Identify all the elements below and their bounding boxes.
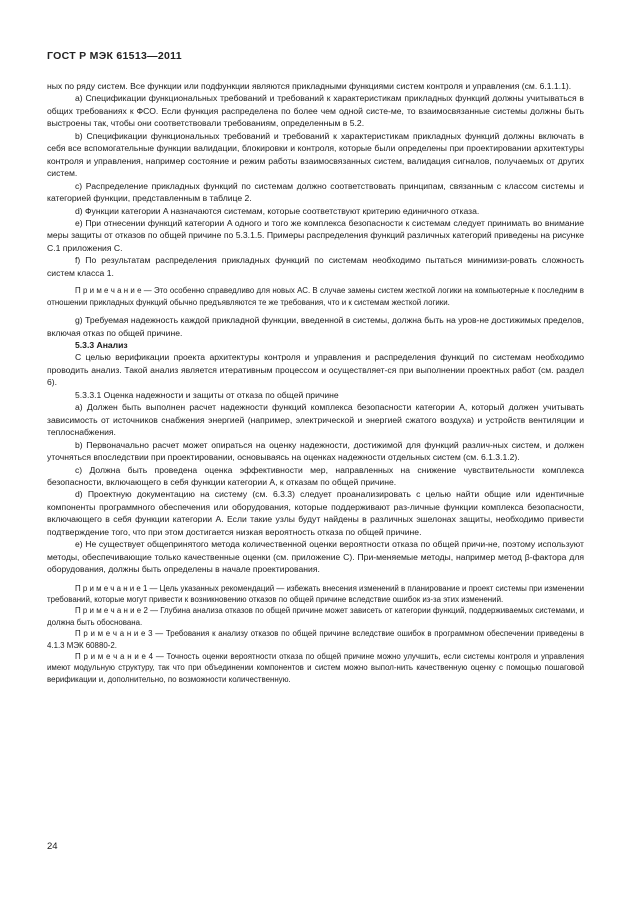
note	[47, 583, 584, 606]
paragraph-item-c: c) Должна быть проведена оценка эффективности мер, направленных на снижение чувствительности комплекса безопасности, включающего в себя функции категории A, к отказам по общей причине.	[47, 464, 584, 487]
paragraph-item-d: d) Функции категории A назначаются системам, которые соответствуют критерию единичного отказа.	[75, 205, 480, 216]
paragraph-item-b: b) Первоначально расчет может опираться на оценку надежности, достижимой для функций различ-ных систем, и должен уточняться впоследствии при проектировании, основываясь на оценках надежности отдельных систем (см. 6.1.3.1.2).	[47, 439, 584, 463]
note-text: 3 — Требования к анализу отказов по общей причине вследствие ошибок в программном обеспечении приведены в 4.1.3 МЭК 60880-2.	[47, 629, 584, 650]
note	[47, 628, 584, 651]
paragraph-item-a: a) Должен быть выполнен расчет надежности функций комплекса безопасности категории A, который должен учитывать зависимость от источников снабжения энергией (например, электрической и энергией сжатого воздуха) и устройств вентиляции и теплоснабжения.	[47, 402, 584, 438]
note-label: П р и м е ч а н и е	[75, 606, 142, 616]
note-label: П р и м е ч а н и е	[75, 629, 146, 639]
paragraph: ных по ряду систем. Все функции или подфункции являются прикладными функциями систем контроля и управления (см. 6.1.1.1).	[47, 81, 572, 91]
note	[47, 285, 584, 308]
note-text: 1 — Цель указанных рекомендаций — избежать внесения изменений в планирование и проект системы при изменении требований, которые могут привести к возникновению отказов по общей причине вследствие ошибок из-за этих изменений.	[47, 583, 584, 604]
document-header: ГОСТ Р МЭК 61513—2011	[47, 50, 182, 62]
document-body	[47, 80, 584, 685]
note	[47, 651, 584, 685]
note-label: П р и м е ч а н и е	[75, 583, 141, 593]
note-text: — Это особенно справедливо для новых АС. В случае замены систем жесткой логики на компьютерные к последним в отношении прикладных функций обычно предъявляются те же требования, что и к системам жесткой логики.	[47, 286, 584, 307]
page-number: 24	[47, 841, 58, 852]
paragraph-item-e: e) Не существует общепринятого метода количественной оценки вероятности отказа по общей причи-не, поэтому используют методы, обеспечивающие только качественные оценки (см. приложение C). При-меняемые методы, например метод β-фактора для оборудования, должны быть определены в начале проектирования.	[47, 539, 584, 575]
paragraph-item-e: e) При отнесении функций категории A одного и того же комплекса безопасности к системам следует принимать во внимание меры защиты от отказов по общей причине по 5.3.1.5. Примеры распределения функций различных категорий приведены на рисунке C.1 приложения C.	[47, 217, 584, 253]
paragraph-item-b: b) Спецификации функциональных требований и требований к характеристикам прикладных функций должны включать в себя все вспомогательные функции валидации, блокировки и контроля, которые были определены при проектировании архитектуры контроля и управления, например состояние и режим работы взаимосвязанных систем, валидация сигналов, получаемых от других систем.	[47, 130, 584, 179]
section-heading: 5.3.3 Анализ	[75, 339, 128, 350]
note	[47, 605, 584, 628]
paragraph-item-f: f) По результатам распределения прикладных функций по системам необходимо пытаться минимизи-ровать сложность систем класса 1.	[47, 255, 584, 278]
paragraph-item-g: g) Требуемая надежность каждой прикладной функции, введенной в системы, должна быть на уров-не достижимых пределов, включая отказ по общей причине.	[47, 315, 584, 338]
paragraph-item-a: a) Спецификации функциональных требований и требований к характеристикам прикладных функций должны учитываться в общих требованиях к ФСО. Если функция распределена по более чем одной систе-ме, то взаимосвязанные системы должны быть выстроены так, чтобы они соответствовали требованиям, определенным в 5.2.	[47, 93, 584, 129]
paragraph-item-d: d) Проектную документацию на систему (см. 6.3.3) следует проанализировать с целью найти общие или идентичные компоненты программного обеспечения или оборудования, которые поддерживают раз-личные функции комплекса безопасности, включающего в себя функции категории A. Если такие узлы будут найдены в различных эшелонах защиты, необходимо привести подтверждение того, что при этом достигается низкая вероятность отказа по общей причине.	[47, 489, 584, 537]
note-label: П р и м е ч а н и е	[75, 652, 146, 662]
note-text: 2 — Глубина анализа отказов по общей причине может зависеть от категории функций, поддерживаемых системами, и должна быть обоснована.	[47, 606, 584, 627]
subsection-heading: 5.3.3.1 Оценка надежности и защиты от отказа по общей причине	[75, 389, 339, 400]
paragraph-item-c: c) Распределение прикладных функций по системам должно соответствовать принципам, связанным с классом системы и категорией функции, представленным в таблице 2.	[47, 180, 584, 204]
note-label: П р и м е ч а н и е	[75, 286, 142, 296]
paragraph: С целью верификации проекта архитектуры контроля и управления и распределения функций по системам необходимо проводить анализ. Такой анализ является итеративным процессом и осуществляет-ся при выполнении проектных работ (см. раздел 6).	[47, 352, 584, 388]
note-text: 4 — Точность оценки вероятности отказа по общей причине можно улучшить, если системы контроля и управления имеют модульную структуру, так что при объединении компонентов и систем можно выпол-нить качественную оценку с помощью пошаговой верификации и, дополнительно, по возможности количественную.	[47, 652, 584, 684]
